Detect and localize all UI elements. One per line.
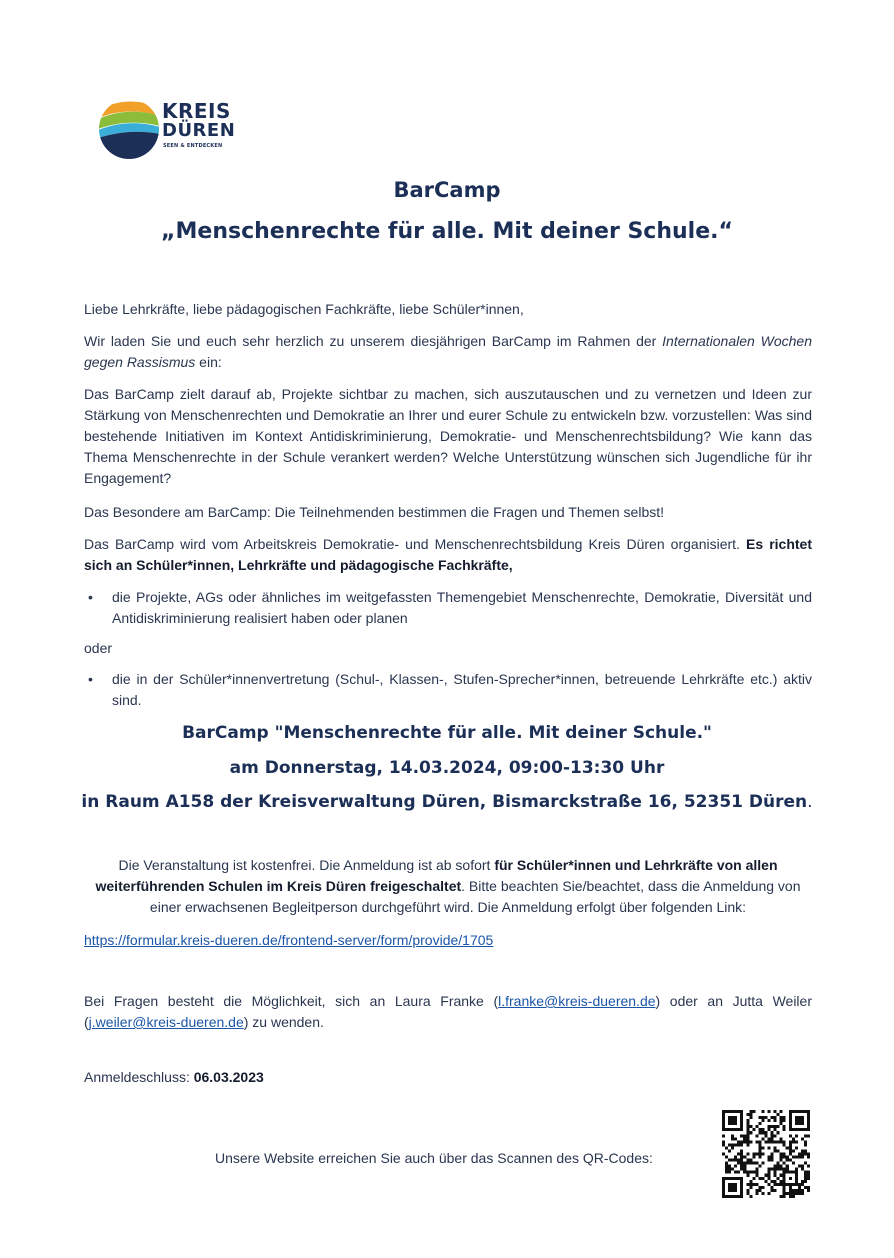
registration-link[interactable]: https://formular.kreis-dueren.de/frontend-server/form/provide/1705	[84, 932, 494, 948]
registration-link-line	[84, 930, 812, 951]
logo-tagline: SEEN & ENTDECKEN	[163, 143, 223, 149]
registration-bold: für Schüler*innen und Lehrkräfte von allen weiterführenden Schulen im Kreis Düren freigeschaltet	[95, 857, 778, 894]
qr-code-icon[interactable]	[722, 1110, 810, 1198]
bullet-text: die in der Schüler*innenvertretung (Schul-, Klassen-, Stufen-Sprecher*innen, betreuende Lehrkräfte etc.) aktiv sind.	[112, 671, 812, 708]
registration-paragraph	[84, 855, 812, 918]
bullet-dot: •	[88, 671, 93, 687]
aim-paragraph: Das BarCamp zielt darauf ab, Projekte sichtbar zu machen, sich auszutauschen und zu vernetzen und Ideen zur Stärkung von Menschenrechten und Demokratie an Ihrer und eurer Schule zu entwickeln bzw. vorzustellen: Was sind bestehende Initiativen im Kontext Antidiskriminierung, Demokratie- und Menschenrechtsbildung? Wie kann das Thema Menschenrechte in der Schule verankert werden? Welche Unterstützung wünschen sich Jugendliche für ihr Engagement?	[84, 386, 812, 486]
organizer-paragraph	[84, 534, 812, 576]
invite-text: Wir laden Sie und euch sehr herzlich zu unserem diesjährigen BarCamp im Rahmen der	[84, 333, 663, 349]
qr-label: Unsere Website erreichen Sie auch über das Scannen des QR-Codes:	[215, 1150, 653, 1166]
invite-italic: Internationalen Wochen gegen Rassismus	[84, 333, 812, 370]
bullet-dot: •	[88, 589, 93, 605]
event-location	[0, 792, 894, 812]
event-location-text: in Raum A158 der Kreisverwaltung Düren, Bismarckstraße 16, 52351 Düren	[81, 792, 808, 812]
logo-text-kreis: KREIS	[162, 99, 231, 123]
kreis-dueren-logo	[98, 96, 236, 160]
event-date: am Donnerstag, 14.03.2024, 09:00-13:30 Uhr	[229, 758, 665, 778]
greeting: Liebe Lehrkräfte, liebe pädagogischen Fachkräfte, liebe Schüler*innen,	[84, 301, 524, 317]
special-paragraph: Das Besondere am BarCamp: Die Teilnehmenden bestimmen die Fragen und Themen selbst!	[84, 504, 665, 520]
logo-emblem-icon	[98, 96, 160, 160]
event-location-tail: .	[807, 792, 813, 812]
bullet-text: die Projekte, AGs oder ähnliches im weitgefassten Themengebiet Menschenrechte, Demokratie, Diversität und Antidiskriminierung realisiert haben oder planen	[112, 589, 812, 626]
deadline-line	[84, 1067, 812, 1088]
invite-paragraph	[84, 331, 812, 373]
questions-text-2: ) oder an Jutta Weiler (	[84, 993, 812, 1030]
invite-tail: ein:	[195, 354, 222, 370]
or-text: oder	[84, 640, 113, 656]
page-subtitle: „Menschenrechte für alle. Mit deiner Schule.“	[161, 219, 733, 244]
questions-paragraph	[84, 991, 812, 1033]
email-link-franke[interactable]: l.franke@kreis-dueren.de	[498, 993, 656, 1009]
registration-text-1: Die Veranstaltung ist kostenfrei. Die Anmeldung ist ab sofort	[118, 857, 495, 873]
questions-text-1: Bei Fragen besteht die Möglichkeit, sich an Laura Franke (	[84, 993, 499, 1009]
registration-text-2: . Bitte beachten Sie/beachtet, dass die Anmeldung von einer erwachsenen Begleitperson durchgeführt wird. Die Anmeldung erfolgt über folgenden Link:	[149, 878, 801, 915]
deadline-label: Anmeldeschluss:	[84, 1069, 194, 1085]
logo-text-dueren: DÜREN	[162, 120, 236, 141]
organizer-text: Das BarCamp wird vom Arbeitskreis Demokratie- und Menschenrechtsbildung Kreis Düren organisiert.	[84, 536, 747, 552]
deadline-date: 06.03.2023	[193, 1069, 264, 1085]
email-link-weiler[interactable]: j.weiler@kreis-dueren.de	[88, 1014, 244, 1030]
organizer-bold: Es richtet sich an Schüler*innen, Lehrkräfte und pädagogische Fachkräfte,	[84, 536, 812, 573]
page-title: BarCamp	[393, 178, 501, 202]
questions-text-3: ) zu wenden.	[243, 1014, 324, 1030]
event-title: BarCamp "Menschenrechte für alle. Mit deiner Schule."	[182, 723, 712, 743]
